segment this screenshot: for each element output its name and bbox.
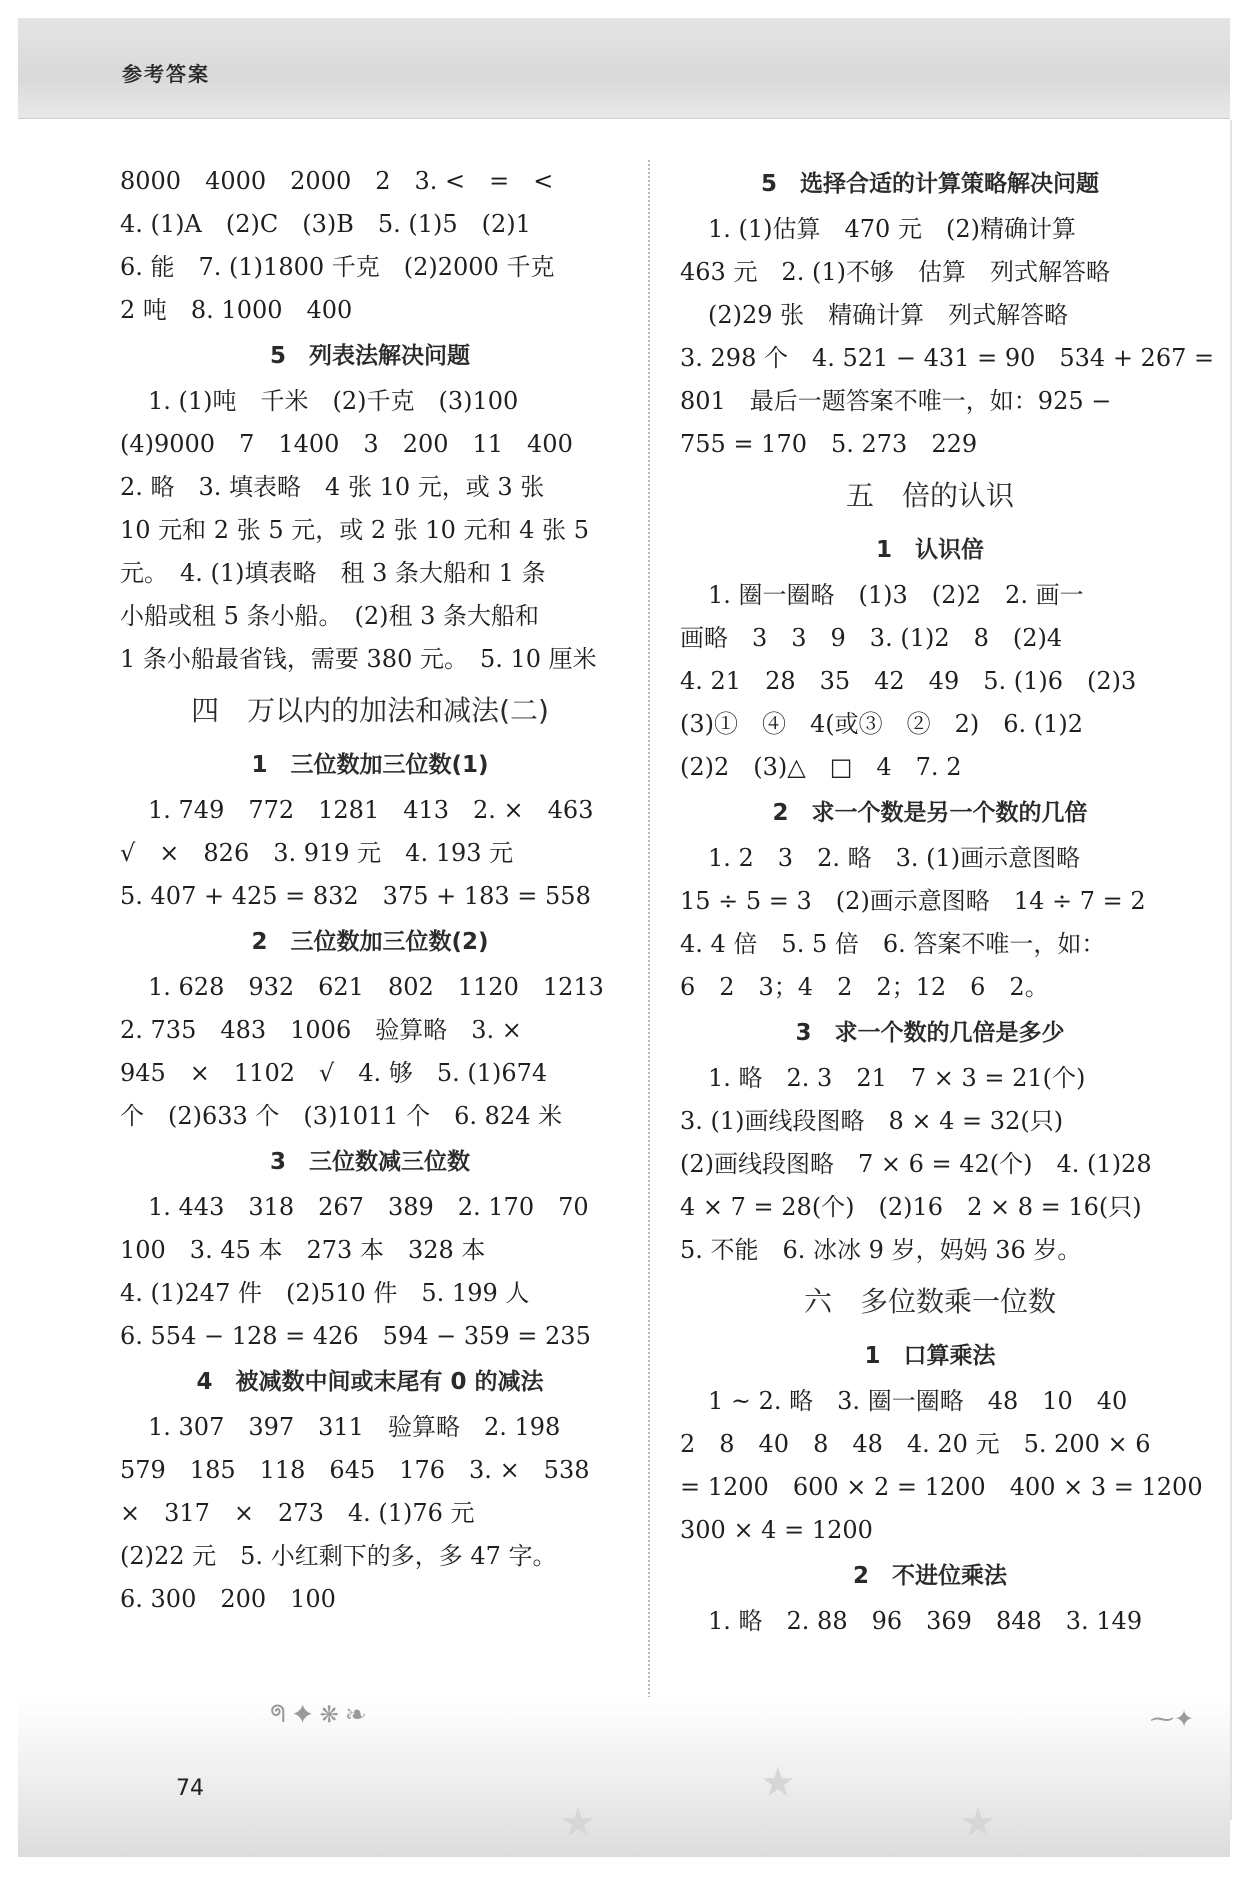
section-heading: 2 三位数加三位数(2)	[251, 929, 489, 955]
answer-line: √ × 826 3. 919 元 4. 193 元	[120, 839, 514, 867]
column-divider	[648, 160, 650, 1710]
answer-line: 5. 407 + 425 = 832 375 + 183 = 558	[120, 882, 591, 910]
right-column	[680, 160, 1215, 1643]
answer-line: 15 ÷ 5 = 3 (2)画示意图略 14 ÷ 7 = 2	[680, 887, 1146, 915]
section-heading: 1 三位数加三位数(1)	[251, 752, 489, 778]
answer-line: 300 × 4 = 1200	[680, 1516, 873, 1544]
answer-line: 1 条小船最省钱，需要 380 元。 5. 10 厘米	[120, 645, 597, 673]
answer-line: 10 元和 2 张 5 元，或 2 张 10 元和 4 张 5	[120, 516, 589, 544]
answer-line: 4. 4 倍 5. 5 倍 6. 答案不唯一，如：	[680, 930, 1106, 958]
answer-line: (2)29 张 精确计算 列式解答略	[708, 301, 1069, 329]
star-decoration-icon: ★	[960, 1800, 996, 1846]
answer-line: 4. (1)247 件 (2)510 件 5. 199 人	[120, 1279, 530, 1307]
star-decoration-icon: ★	[560, 1800, 596, 1846]
section-heading: 4 被减数中间或末尾有 0 的减法	[196, 1369, 544, 1395]
chapter-heading: 五 倍的认识	[845, 479, 1014, 512]
answer-line: 3. 298 个 4. 521 − 431 = 90 534 + 267 =	[680, 344, 1215, 372]
section-heading: 2 不进位乘法	[852, 1563, 1007, 1589]
answer-line: 1 ~ 2. 略 3. 圈一圈略 48 10 40	[708, 1387, 1128, 1415]
answer-line: 801 最后一题答案不唯一，如：925 −	[680, 387, 1112, 415]
answer-line: 1. 628 932 621 802 1120 1213	[148, 973, 604, 1001]
answer-line: 1. 749 772 1281 413 2. × 463	[148, 796, 594, 824]
answer-line: 2 吨 8. 1000 400	[120, 296, 353, 324]
answer-line: 2 8 40 8 48 4. 20 元 5. 200 × 6	[680, 1430, 1151, 1458]
answer-line: 1. 307 397 311 验算略 2. 198	[148, 1413, 561, 1441]
answer-line: 6. 300 200 100	[120, 1585, 336, 1613]
answer-line: 1. 圈一圈略 (1)3 (2)2 2. 画一	[708, 581, 1084, 609]
section-heading: 3 求一个数的几倍是多少	[795, 1020, 1065, 1046]
answer-line: 579 185 118 645 176 3. × 538	[120, 1456, 590, 1484]
left-column	[120, 160, 620, 1621]
answer-line: × 317 × 273 4. (1)76 元	[120, 1499, 475, 1527]
swirl-decoration-icon: ᖗ ✦ ⁕ ❧	[270, 1700, 366, 1728]
swirl-decoration-icon: ⁓✦	[1150, 1705, 1195, 1733]
answer-line: 2. 735 483 1006 验算略 3. ×	[120, 1016, 522, 1044]
answer-line: (2)2 (3)△ □ 4 7. 2	[680, 753, 962, 781]
answer-line: 4. 21 28 35 42 49 5. (1)6 (2)3	[680, 667, 1137, 695]
answer-line: 1. 2 3 2. 略 3. (1)画示意图略	[708, 844, 1081, 872]
answer-line: 463 元 2. (1)不够 估算 列式解答略	[680, 258, 1110, 286]
answer-line: 100 3. 45 本 273 本 328 本	[120, 1236, 486, 1264]
answer-line: = 1200 600 × 2 = 1200 400 × 3 = 1200	[680, 1473, 1203, 1501]
answer-line: 8000 4000 2000 2 3. < = <	[120, 167, 554, 195]
section-heading: 1 口算乘法	[864, 1343, 996, 1369]
answer-line: 个 (2)633 个 (3)1011 个 6. 824 米	[120, 1102, 563, 1130]
answer-line: 1. 略 2. 88 96 369 848 3. 149	[708, 1607, 1143, 1635]
section-heading: 3 三位数减三位数	[269, 1149, 470, 1175]
answer-line: 画略 3 3 9 3. (1)2 8 (2)4	[680, 624, 1063, 652]
section-heading: 2 求一个数是另一个数的几倍	[772, 800, 1088, 826]
answer-line: 元。 4. (1)填表略 租 3 条大船和 1 条	[120, 559, 546, 587]
answer-line: (4)9000 7 1400 3 200 11 400	[120, 430, 573, 458]
page-number: 74	[176, 1776, 204, 1801]
answer-line: 945 × 1102 √ 4. 够 5. (1)674	[120, 1059, 548, 1087]
answer-line: 1. 略 2. 3 21 7 × 3 = 21(个)	[708, 1064, 1086, 1092]
page-edge	[1230, 120, 1232, 1820]
answer-line: 6. 554 − 128 = 426 594 − 359 = 235	[120, 1322, 591, 1350]
answer-line: 1. (1)估算 470 元 (2)精确计算	[708, 215, 1076, 243]
answer-line: 4. (1)A (2)C (3)B 5. (1)5 (2)1	[120, 210, 531, 238]
answer-line: 1. 443 318 267 389 2. 170 70	[148, 1193, 589, 1221]
section-heading: 5 选择合适的计算策略解决问题	[760, 171, 1099, 197]
chapter-heading: 四 万以内的加法和减法(二)	[191, 694, 549, 727]
section-heading: 5 列表法解决问题	[269, 343, 470, 369]
answer-line: (2)22 元 5. 小红剩下的多，多 47 字。	[120, 1542, 557, 1570]
answer-line: 1. (1)吨 千米 (2)千克 (3)100	[148, 387, 519, 415]
answer-line: (3)① ④ 4(或③ ② 2) 6. (1)2	[680, 710, 1084, 738]
star-decoration-icon: ★	[760, 1760, 796, 1806]
answer-line: 755 = 170 5. 273 229	[680, 430, 978, 458]
answer-line: 4 × 7 = 28(个) (2)16 2 × 8 = 16(只)	[680, 1193, 1142, 1221]
answer-line: 6. 能 7. (1)1800 千克 (2)2000 千克	[120, 253, 555, 281]
answer-line: 3. (1)画线段图略 8 × 4 = 32(只)	[680, 1107, 1064, 1135]
section-heading: 1 认识倍	[875, 537, 984, 563]
answer-line: 小船或租 5 条小船。 (2)租 3 条大船和	[120, 602, 540, 630]
answer-line: 5. 不能 6. 冰冰 9 岁，妈妈 36 岁。	[680, 1236, 1082, 1264]
answer-line: 6 2 3；4 2 2；12 6 2。	[680, 973, 1049, 1001]
chapter-heading: 六 多位数乘一位数	[803, 1285, 1056, 1318]
answer-line: 2. 略 3. 填表略 4 张 10 元，或 3 张	[120, 473, 545, 501]
answer-line: (2)画线段图略 7 × 6 = 42(个) 4. (1)28	[680, 1150, 1152, 1178]
header-label: 参考答案	[122, 62, 210, 86]
